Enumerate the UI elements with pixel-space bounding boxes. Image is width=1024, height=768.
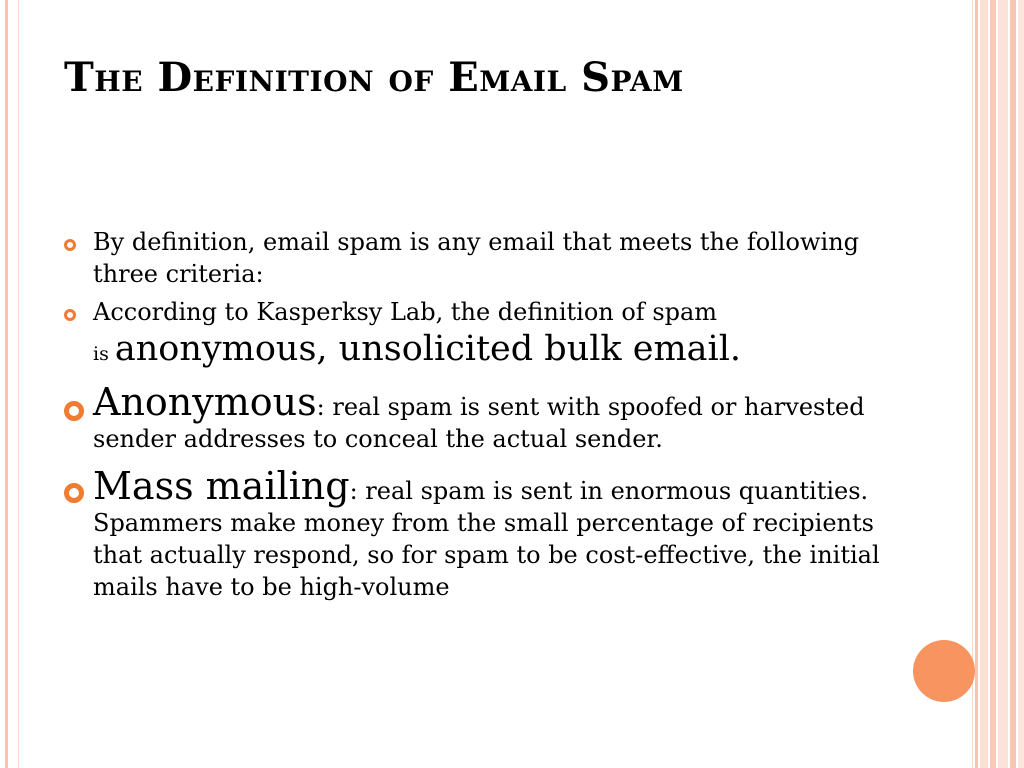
bullet-list bbox=[64, 226, 884, 603]
hollow-circle-bullet-icon bbox=[64, 483, 84, 503]
bullet-text: According to Kasperksy Lab, the definition of spam bbox=[93, 298, 718, 326]
bullet-item-definition bbox=[64, 226, 884, 290]
right-stripe bbox=[1010, 0, 1016, 768]
bullet-text-is: is bbox=[93, 343, 115, 365]
slide-title: The Definition of Email Spam bbox=[64, 54, 684, 101]
right-stripe bbox=[1018, 0, 1024, 768]
bullet-text: By definition, email spam is any email that meets the following three criteria: bbox=[93, 228, 860, 288]
hollow-circle-bullet-icon bbox=[64, 239, 76, 251]
bullet-desc: : real spam is sent with spoofed or harvested sender addresses to conceal the actual sender. bbox=[93, 393, 865, 453]
bullet-item-mass-mailing bbox=[64, 465, 884, 603]
hollow-circle-bullet-icon bbox=[64, 401, 84, 421]
hollow-circle-bullet-icon bbox=[64, 309, 76, 321]
right-stripe bbox=[980, 0, 988, 768]
filled-circle-decoration-icon bbox=[913, 640, 975, 702]
bullet-emphasis: anonymous, unsolicited bulk email. bbox=[114, 329, 742, 369]
bullet-item-kaspersky bbox=[64, 296, 884, 375]
bullet-term: Mass mailing bbox=[93, 464, 350, 508]
bullet-item-anonymous bbox=[64, 381, 884, 455]
bullet-desc: : real spam is sent in enormous quantities. Spammers make money from the small percentage of recipients that actually respond, so for spam to be cost-effective, the initial mails have to be high-volume bbox=[93, 477, 880, 601]
right-stripe bbox=[998, 0, 1008, 768]
right-stripe bbox=[990, 0, 996, 768]
bullet-term: Anonymous bbox=[93, 380, 317, 424]
